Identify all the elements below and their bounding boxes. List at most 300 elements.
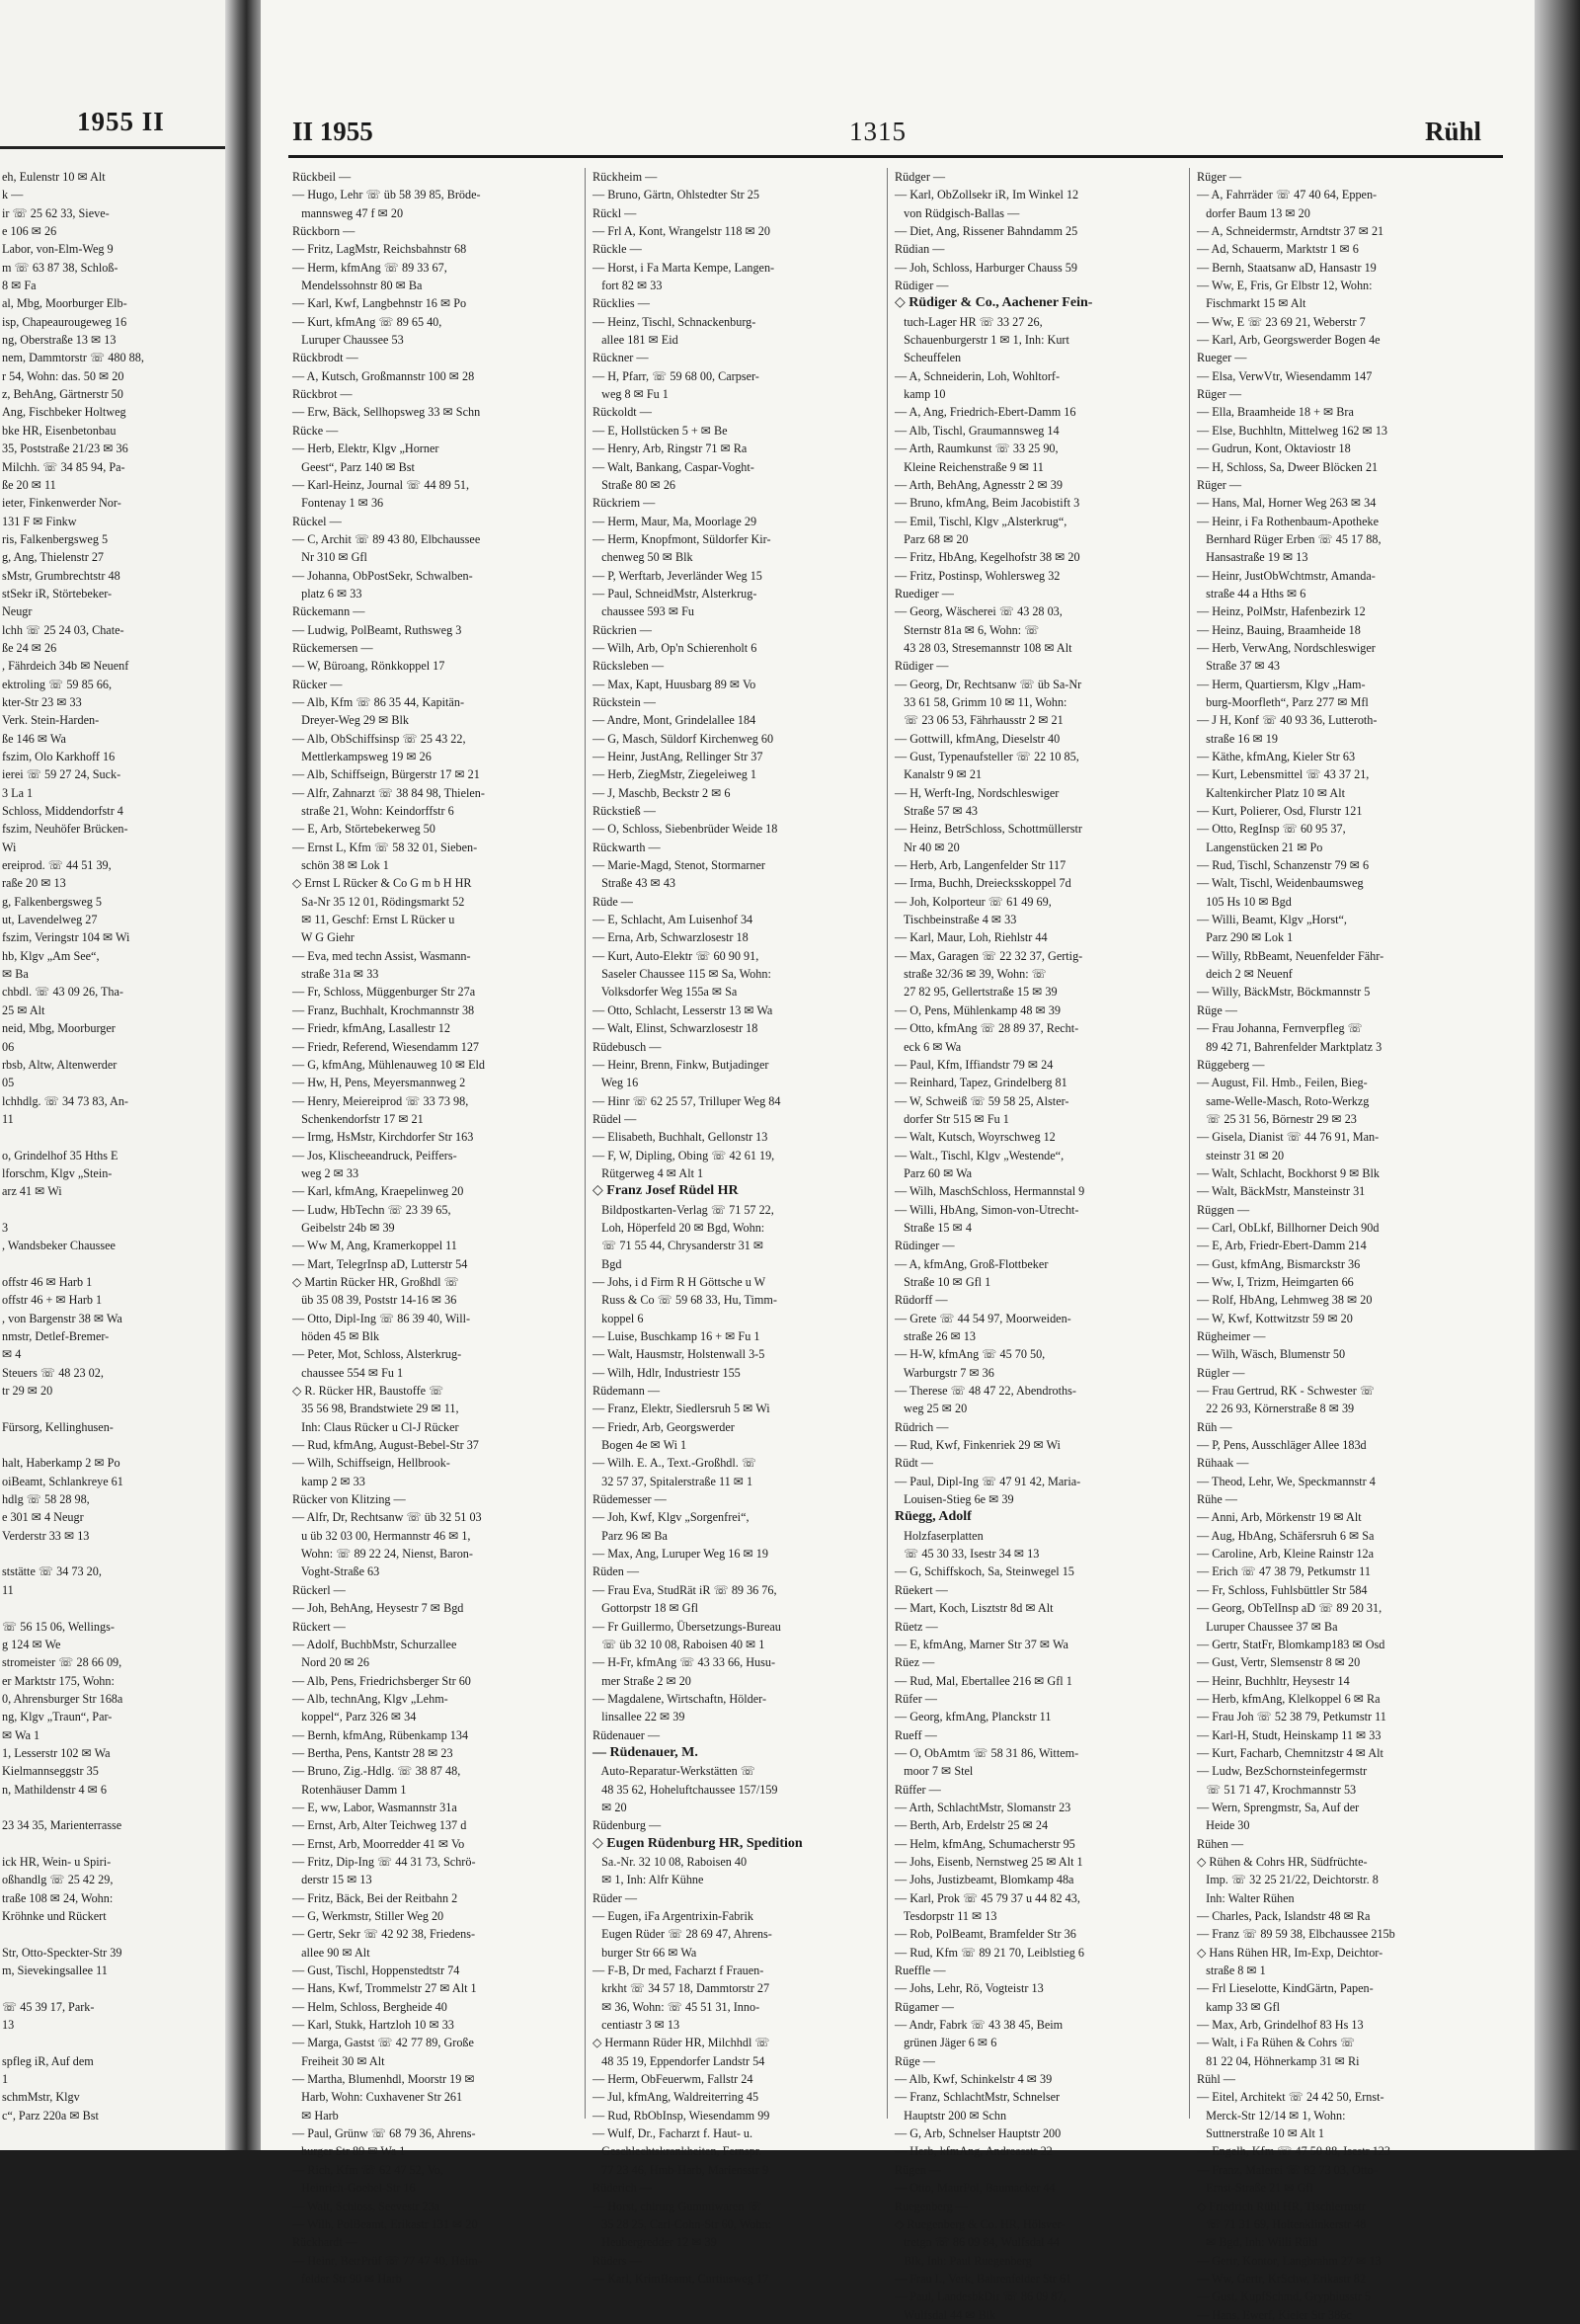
directory-entry: Geest“, Parz 140 ✉ Bst <box>292 459 415 474</box>
left-fragment-line: eh, Eulenstr 10 ✉ Alt <box>2 170 106 184</box>
directory-entry: — Joh, BehAng, Heysestr 7 ✉ Bgd <box>292 1601 464 1616</box>
directory-entry: — Hans, Kwf, Trommelstr 27 ✉ Alt 1 <box>292 1981 477 1996</box>
directory-entry: — Wilh, Schiffseign, Hellbrook- <box>292 1456 450 1471</box>
directory-entry: Rückle — <box>592 242 642 257</box>
left-fragment-line: ng, Oberstraße 13 ✉ 13 <box>2 333 117 348</box>
directory-entry: — G, Werkmstr, Stiller Weg 20 <box>292 1909 444 1923</box>
left-fragment-line: Kielmannseggstr 35 <box>2 1764 99 1779</box>
directory-entry: Geschlechtskrankheiten, Fernspr. <box>592 2144 762 2159</box>
directory-entry: üb 35 08 39, Poststr 14-16 ✉ 36 <box>292 1293 457 1308</box>
directory-entry: — Fritz, Dip-Ing ☏ 44 31 73, Schrö- <box>292 1854 476 1869</box>
left-fragment-line: ✉ Wa 1 <box>2 1727 40 1742</box>
directory-entry: — Ludw, BezSchornsteinfegermstr <box>1197 1764 1368 1779</box>
directory-entry: — Gust, Tischl, Hoppenstedtstr 74 <box>292 1963 460 1978</box>
directory-entry: 77 23 46, Hmb-Harb, Mariensstr 9 <box>592 2162 769 2177</box>
directory-entry: 35 56 98, Brandstwiete 29 ✉ 11, <box>292 1402 459 1416</box>
directory-entry: — Berth, Arb, Erdelstr 25 ✉ 24 <box>895 1818 1049 1833</box>
directory-entry: — Heinz, Tischl, Schnackenburg- <box>592 314 756 329</box>
left-fragment-line: 35, Poststraße 21/23 ✉ 36 <box>2 441 128 456</box>
directory-entry: Rüdian — <box>895 242 945 257</box>
directory-entry: Rüfer — <box>895 1691 937 1706</box>
left-fragment-line: fszim, Veringstr 104 ✉ Wi <box>2 930 130 945</box>
directory-entry: Suttnerstraße 10 ✉ Alt 1 <box>1197 2126 1325 2141</box>
left-fragment-line: hb, Klgv „Am See“, <box>2 948 100 963</box>
directory-entry: Rüez — <box>895 1655 935 1670</box>
directory-entry: ✉ 20 <box>592 1800 627 1814</box>
directory-entry: — Kurt, Lebensmittel ☏ 43 37 21, <box>1197 767 1370 782</box>
header-rule <box>288 155 1503 158</box>
directory-entry: ☏ 45 30 33, Isestr 34 ✉ 13 <box>895 1547 1040 1562</box>
directory-entry: straße 8 ✉ 1 <box>1197 1963 1266 1978</box>
directory-entry: — J H, Konf ☏ 40 93 36, Lutteroth- <box>1197 713 1378 728</box>
directory-entry: straße 44 a Hths ✉ 6 <box>1197 586 1306 601</box>
directory-entry: Parz 68 ✉ 20 <box>895 531 969 546</box>
directory-entry: Rüdel — <box>592 1111 637 1126</box>
directory-entry: ☏ 71 31 69, Holtenklinkerstr 48 <box>1197 2216 1367 2231</box>
directory-entry: 105 Hs 10 ✉ Bgd <box>1197 894 1292 909</box>
left-fragment-line: rbsb, Altw, Altenwerder <box>2 1057 118 1072</box>
directory-entry: — Karl, ObZollsekr iR, Im Winkel 12 <box>895 188 1079 202</box>
directory-entry: Rüdorff — <box>895 1293 948 1308</box>
left-fragment-line: 1 <box>2 2072 9 2087</box>
directory-entry: straße 21, Wohn: Keindorffstr 6 <box>292 804 454 819</box>
directory-entry: Ruediger — <box>895 586 954 601</box>
directory-entry: — Max, Kapt, Huusbarg 89 ✉ Vo <box>592 677 756 691</box>
directory-entry: W G Giehr <box>292 930 355 945</box>
directory-entry: — Diet, Ang, Rissener Bahndamm 25 <box>895 224 1078 239</box>
directory-entry: — F-B, Dr med, Facharzt f Frauen- <box>592 1963 764 1978</box>
directory-entry: — Herb, Arb, Langenfelder Str 117 <box>895 858 1066 873</box>
directory-entry: — Rüdenauer, M. <box>592 1744 698 1760</box>
directory-entry: — Franz, SchlachtMstr, Schnelser <box>895 2090 1061 2105</box>
left-fragment-line: al, Mbg, Moorburger Elb- <box>2 296 127 311</box>
directory-entry: Straße 43 ✉ 43 <box>592 876 676 891</box>
directory-entry: 33 61 58, Grimm 10 ✉ 11, Wohn: <box>895 694 1067 709</box>
directory-entry: — Walt, Bankang, Caspar-Voght- <box>592 459 754 474</box>
directory-entry: — Hugo, Lehr ☏ üb 58 39 85, Bröde- <box>292 188 481 202</box>
directory-entry: — Kurt, Facharb, Chemnitzstr 4 ✉ Alt <box>1197 1745 1383 1760</box>
left-fragment-line <box>2 1835 225 1853</box>
directory-entry: Rügamer — <box>895 1999 954 2014</box>
directory-entry: — Kurt, Polierer, Osd, Flurstr 121 <box>1197 804 1363 819</box>
directory-entry: — Henry, Arb, Ringstr 71 ✉ Ra <box>592 441 748 456</box>
directory-entry: — Herm, Maur, Ma, Moorlage 29 <box>592 514 757 528</box>
directory-entry: — Hinr ☏ 62 25 57, Trilluper Weg 84 <box>592 1093 781 1108</box>
directory-entry: 22 26 93, Körnerstraße 8 ✉ 39 <box>1197 1402 1355 1416</box>
left-fragment-line: 05 <box>2 1076 15 1090</box>
directory-entry: Rückhardt — <box>292 2235 358 2250</box>
directory-entry: Rüdenauer — <box>592 1727 661 1742</box>
directory-entry: — Eva, med techn Assist, Wasmann- <box>292 948 471 963</box>
directory-entry: Geibelstr 24b ✉ 39 <box>292 1220 395 1235</box>
directory-entry: — Gertr, Sekr ☏ 42 92 38, Friedens- <box>292 1927 476 1942</box>
directory-column-4 <box>1197 168 1487 2322</box>
directory-entry: — Bernh, kfmAng, Rübenkamp 134 <box>292 1727 469 1742</box>
directory-entry: fort 82 ✉ 33 <box>592 279 663 293</box>
directory-page[interactable] <box>261 0 1535 2322</box>
directory-entry: Parz 60 ✉ Wa <box>895 1165 973 1180</box>
directory-entry: ☏ 51 71 47, Krochmannstr 53 <box>1197 1782 1357 1797</box>
directory-entry: Rüggeberg — <box>1197 1057 1265 1072</box>
directory-entry: — Fr Guillermo, Übersetzungs-Bureau <box>592 1619 781 1634</box>
directory-entry: — Frl Lieselotte, KindGärtn, Papen- <box>1197 1981 1374 1996</box>
directory-entry: — Fr, Schloss, Fuhlsbüttler Str 584 <box>1197 1582 1368 1597</box>
directory-entry: — Ww, E, Fris, Gr Elbstr 12, Wohn: <box>1197 279 1373 293</box>
directory-entry: Rückemann — <box>292 604 365 619</box>
directory-entry: — Walt, Hausmstr, Holstenwall 3-5 <box>592 1347 765 1362</box>
directory-entry: — Ludwig, PolBeamt, Ruthsweg 3 <box>292 622 462 637</box>
directory-entry: — Helm, Schloss, Bergheide 40 <box>292 1999 447 2014</box>
left-fragment-line: g, Falkenbergsweg 5 <box>2 894 102 909</box>
directory-entry: — W, Büroang, Rönkkoppel 17 <box>292 659 445 674</box>
directory-entry: Rueger — <box>1197 351 1247 365</box>
left-fragment-line: isp, Chapeaurougeweg 16 <box>2 314 127 329</box>
left-fragment-line: Wi <box>2 840 17 854</box>
directory-entry: straße 26 ✉ 13 <box>895 1329 976 1343</box>
directory-entry: — E, Schlacht, Am Luisenhof 34 <box>592 913 753 927</box>
left-fragment-line: hdlg ☏ 58 28 98, <box>2 1492 90 1507</box>
directory-entry: same-Welle-Masch, Roto-Werkzg <box>1197 1093 1370 1108</box>
directory-entry: — Alb, ObSchiffsinsp ☏ 25 43 22, <box>292 731 466 746</box>
directory-entry: Rückrien — <box>592 622 652 637</box>
directory-entry: Heubergredder 12 ✉ 39 <box>592 2235 717 2250</box>
directory-column-3 <box>895 168 1185 2322</box>
directory-entry: straße 32/36 ✉ 39, Wohn: ☏ <box>895 967 1047 982</box>
directory-entry: — Jos, Klischeeandruck, Peiffers- <box>292 1148 457 1162</box>
directory-entry: — Heinr, JustAng, Rellinger Str 37 <box>592 750 763 763</box>
directory-entry: Rüge — <box>1197 1002 1237 1017</box>
directory-entry: Sa.-Nr. 32 10 08, Raboisen 40 <box>592 1854 748 1869</box>
directory-entry: — Wern, Sprengmstr, Sa, Auf der <box>1197 1800 1360 1814</box>
directory-entry: Bgd <box>592 1256 622 1271</box>
directory-entry: — Ella, Braamheide 18 + ✉ Bra <box>1197 405 1354 420</box>
directory-entry: Rüekert — <box>895 1582 948 1597</box>
directory-entry: — Franz, Elektr, Siedlersruh 5 ✉ Wi <box>592 1402 770 1416</box>
directory-entry: kamp 33 ✉ Gfl <box>1197 1999 1281 2014</box>
directory-entry: — Johanna, ObPostSekr, Schwalben- <box>292 568 473 583</box>
directory-entry: Rüder — <box>592 1890 638 1905</box>
directory-entry: — Rud, Tischl, Schanzenstr 79 ✉ 6 <box>1197 858 1370 873</box>
directory-entry: weg 2 ✉ 33 <box>292 1165 359 1180</box>
directory-entry: — Arth, Raumkunst ☏ 33 25 90, <box>895 441 1059 456</box>
directory-entry: Rücker — <box>292 677 343 691</box>
left-fragment-line: Verderstr 33 ✉ 13 <box>2 1528 90 1543</box>
directory-entry: Auto-Reparatur-Werkstätten ☏ <box>592 1764 755 1779</box>
column-divider <box>1189 168 1190 2119</box>
left-fragment-line: ✉ Ba <box>2 967 29 982</box>
directory-entry: Louisen-Stieg 6e ✉ 39 <box>895 1492 1014 1507</box>
directory-entry: — Hw, H, Pens, Meyersmannweg 2 <box>292 1076 466 1090</box>
directory-entry: — Franz, Malerei ☏ 82 73 03, Otto- <box>1197 2162 1378 2177</box>
directory-entry: Rüdinger — <box>895 1239 955 1253</box>
directory-entry: — Herb, VerwAng, Nordschleswiger <box>1197 640 1376 655</box>
directory-entry: — Mart, TelegrInsp aD, Lutterstr 54 <box>292 1256 468 1271</box>
left-fragment-line: er Marktstr 175, Wohn: <box>2 1673 115 1688</box>
left-fragment-line: Schloss, Middendorfstr 4 <box>2 804 123 819</box>
left-fragment-line: , Wandsbeker Chaussee <box>2 1239 116 1253</box>
left-fragment-line: Milchh. ☏ 34 85 94, Pa- <box>2 459 125 474</box>
directory-entry: — Eugen, iFa Argentrixin-Fabrik <box>592 1909 753 1923</box>
directory-entry: — Otto, Dipl-Ing ☏ 86 39 40, Will- <box>292 1311 471 1325</box>
directory-entry: — E, Arb, Friedr-Ebert-Damm 214 <box>1197 1239 1367 1253</box>
column-divider <box>585 168 586 2119</box>
left-fragment-line: lforschm, Klgv „Stein- <box>2 1165 113 1180</box>
directory-entry: — Karl, Kwf, Langbehnstr 16 ✉ Po <box>292 296 467 311</box>
directory-entry: — A, Schneiderin, Loh, Wohltorf- <box>895 368 1061 383</box>
directory-entry: — Erich ☏ 47 38 79, Petkumstr 11 <box>1197 1564 1371 1579</box>
directory-entry: — Willi, HbAng, Simon-von-Utrecht- <box>895 1202 1079 1217</box>
left-fragment-line: spfleg iR, Auf dem <box>2 2053 94 2068</box>
directory-entry: — Käthe, kfmAng, Kieler Str 63 <box>1197 750 1356 763</box>
directory-entry: Hansastraße 19 ✉ 13 <box>1197 550 1308 565</box>
directory-entry: — Max, Garagen ☏ 22 32 37, Gertig- <box>895 948 1083 963</box>
left-fragment-line: lchhdlg. ☏ 34 73 83, An- <box>2 1093 128 1108</box>
directory-entry: 81 22 04, Höhnerkamp 31 ✉ Ri <box>1197 2053 1360 2068</box>
directory-entry: Harb, Wohn: Cuxhavener Str 261 <box>292 2090 463 2105</box>
directory-entry: eck 6 ✉ Wa <box>895 1039 962 1054</box>
directory-entry: Rückbeil — <box>292 170 352 184</box>
left-fragment-line: k — <box>2 188 24 202</box>
directory-entry: Parz 290 ✉ Lok 1 <box>1197 930 1294 945</box>
directory-entry: Kanalstr 9 ✉ 21 <box>895 767 983 782</box>
directory-entry: Rückborn — <box>292 224 356 239</box>
directory-entry: — Arth, SchlachtMstr, Slomanstr 23 <box>895 1800 1071 1814</box>
directory-entry: linsallee 22 ✉ 39 <box>592 1710 685 1724</box>
directory-entry: Nr 40 ✉ 20 <box>895 840 960 854</box>
directory-entry: — Bernh, Staatsanw aD, Hansastr 19 <box>1197 260 1377 275</box>
directory-entry: Eugen Rüder ☏ 28 69 47, Ahrens- <box>592 1927 772 1942</box>
directory-entry: — Willi, Beamt, Klgv „Horst“, <box>1197 913 1347 927</box>
directory-entry: — Gust, kfmAng, Bismarckstr 36 <box>1197 1256 1361 1271</box>
left-fragment-line: 131 F ✉ Finkw <box>2 514 77 528</box>
directory-entry: weg 8 ✉ Fu 1 <box>592 387 669 402</box>
directory-entry: Rückemersen — <box>292 640 373 655</box>
directory-entry: Rüger — <box>1197 387 1242 402</box>
directory-entry: 27 82 95, Gellertstraße 15 ✉ 39 <box>895 985 1058 1000</box>
directory-entry: — Johs, Justizbeamt, Blomkamp 48a <box>895 1873 1074 1887</box>
directory-entry: Luruper Chaussee 53 <box>292 333 404 348</box>
directory-entry: Bildpostkarten-Verlag ☏ 71 57 22, <box>592 1202 774 1217</box>
directory-entry: deich 2 ✉ Neuenf <box>1197 967 1293 982</box>
directory-entry: Rueffle — <box>895 1963 946 1978</box>
directory-entry: Rüderich — <box>592 2181 652 2196</box>
directory-entry: Rüdiger — <box>895 659 949 674</box>
directory-entry: höden 45 ✉ Blk <box>292 1329 380 1343</box>
left-fragment-line: n, Mathildenstr 4 ✉ 6 <box>2 1782 108 1797</box>
directory-entry: — Willy, BäckMstr, Böckmannstr 5 <box>1197 985 1371 1000</box>
left-fragment-line <box>2 1545 225 1563</box>
directory-entry: Wohn: ☏ 89 22 24, Nienst, Baron- <box>292 1547 473 1562</box>
page-header <box>261 117 1535 152</box>
left-fragment-line: z, BehAng, Gärtnerstr 50 <box>2 387 123 402</box>
left-fragment-line: Ang, Fischbeker Holtweg <box>2 405 126 420</box>
directory-entry: Rüh — <box>1197 1419 1232 1434</box>
directory-entry: Imp. ☏ 32 25 21/22, Deichtorstr. 8 <box>1197 1873 1379 1887</box>
directory-entry: ◇ Rühen & Cohrs HR, Südfrüchte- <box>1197 1854 1368 1869</box>
directory-entry: Rügler — <box>1197 1365 1245 1380</box>
directory-entry: — Helm, kfmAng, Schumacherstr 95 <box>895 1836 1075 1851</box>
left-fragment-line <box>2 1400 225 1417</box>
directory-entry: 35 28 25, Carl-Cohn-Str 60, Wohn: <box>592 2216 771 2231</box>
left-fragment-line: r 54, Wohn: das. 50 ✉ 20 <box>2 368 124 383</box>
directory-entry: — Elisabeth, Buchhalt, Gellonstr 13 <box>592 1130 768 1145</box>
directory-entry: Rückbrot — <box>292 387 353 402</box>
directory-entry: — Engelh, Kfm ☏ 47 50 88, Isestr 123 <box>1197 2144 1390 2159</box>
directory-entry: Rühen — <box>1197 1836 1244 1851</box>
directory-entry: — W, Schweiß ☏ 59 58 25, Alster- <box>895 1093 1069 1108</box>
page-number: 1315 <box>849 117 907 146</box>
left-fragment-line: Verk. Stein-Harden- <box>2 713 100 728</box>
directory-entry: — Fritz, Postinsp, Wohlersweg 32 <box>895 568 1061 583</box>
directory-entry: Parz 96 ✉ Ba <box>592 1528 668 1543</box>
directory-entry: — Heinr, BetrPrüf ☏ 77 47 40, Heim- <box>292 2253 482 2268</box>
directory-entry: — Alfr, Dr, Rechtsanw ☏ üb 32 51 03 <box>292 1510 482 1525</box>
directory-entry: — Marie-Magd, Stenot, Stormarner <box>592 858 765 873</box>
directory-entry: Rüegg, Adolf <box>895 1509 972 1525</box>
directory-entry: — Fritz, HbAng, Kegelhofstr 38 ✉ 20 <box>895 550 1080 565</box>
directory-entry: — Heinz, BetrSchloss, Schottmüllerstr <box>895 822 1082 837</box>
directory-entry: Rücker von Klitzing — <box>292 1492 406 1507</box>
directory-entry: ☏ 71 55 44, Chrysanderstr 31 ✉ <box>592 1239 764 1253</box>
directory-entry: Rüde — <box>592 894 633 909</box>
directory-entry: — Bertha, Pens, Kantstr 28 ✉ 23 <box>292 1745 453 1760</box>
left-fragment-line: ße 20 ✉ 11 <box>2 477 56 492</box>
directory-entry: — P, Pens, Ausschläger Allee 183d <box>1197 1438 1367 1453</box>
left-fragment-line: 06 <box>2 1039 15 1054</box>
directory-entry: Straße 80 ✉ 26 <box>592 477 676 492</box>
directory-entry: Rüdebusch — <box>592 1039 662 1054</box>
left-fragment-line: , Fährdeich 34b ✉ Neuenf <box>2 659 129 674</box>
left-fragment-line: g, Ang, Thielenstr 27 <box>2 550 105 565</box>
directory-entry: Schenkendorfstr 17 ✉ 21 <box>292 1111 424 1126</box>
directory-entry: — Walt, Elinst, Schwarzlosestr 18 <box>592 1021 758 1036</box>
directory-entry: Luruper Chaussee 37 ✉ Ba <box>1197 1619 1338 1634</box>
directory-entry: — Ww, Gertr, KrSchw, Erikastr 82 <box>1197 2271 1366 2285</box>
directory-entry: — Alb, Pens, Friedrichsberger Str 60 <box>292 1673 471 1688</box>
directory-entry: — C, Archit ☏ 89 43 80, Elbchaussee <box>292 531 481 546</box>
directory-entry: Heide 30 <box>1197 1818 1250 1833</box>
left-fragment-line: stSekr iR, Störtebeker- <box>2 586 113 601</box>
directory-entry: — Alb, Kwf, Schinkelstr 4 ✉ 39 <box>895 2072 1053 2087</box>
left-fragment-line <box>2 1979 225 1997</box>
directory-entry: — H-Fr, kfmAng ☏ 43 33 66, Husu- <box>592 1655 776 1670</box>
directory-entry: Rücksleben — <box>592 659 665 674</box>
directory-entry: — Joh, Schloss, Harburger Chauss 59 <box>895 260 1077 275</box>
directory-entry: — Karl, kfmAng, Kraepelinweg 20 <box>292 1184 464 1199</box>
directory-entry: Inh: Walter Rühen <box>1197 1890 1295 1905</box>
directory-entry: — Bruno, Zig.-Hdlg. ☏ 38 87 48, <box>292 1764 461 1779</box>
left-fragment-line: fszim, Neuhöfer Brücken- <box>2 822 128 837</box>
directory-entry: — Adolf, BuchbMstr, Schurzallee <box>292 1637 457 1651</box>
directory-entry: — Johs, Eisenb, Nernstweg 25 ✉ Alt 1 <box>895 1854 1083 1869</box>
left-fragment-line: offstr 46 + ✉ Harb 1 <box>2 1293 103 1308</box>
directory-entry: — O, Pens, Mühlenkamp 48 ✉ 39 <box>895 1002 1061 1017</box>
left-fragment-line: ick HR, Wein- u Spiri- <box>2 1854 112 1869</box>
directory-entry: — Otto, kfmAng ☏ 28 89 37, Recht- <box>895 1021 1079 1036</box>
directory-entry: — Herb, ZiegMstr, Ziegeleiweg 1 <box>592 767 757 782</box>
directory-entry: Nr 310 ✉ Gfl <box>292 550 367 565</box>
directory-entry: ◇ Eugen Rüdenburg HR, Spedition <box>592 1835 803 1851</box>
directory-entry: — A, kfmAng, Groß-Flottbeker <box>895 1256 1049 1271</box>
directory-entry: koppel 6 <box>592 1311 644 1325</box>
directory-entry: Rüdiger — <box>895 279 949 293</box>
directory-entry: Rückner — <box>592 351 649 365</box>
directory-entry: — Caroline, Arb, Kleine Rainstr 12a <box>1197 1547 1375 1562</box>
directory-entry: — Gust, Typenaufsteller ☏ 22 10 85, <box>895 750 1079 763</box>
directory-entry: Rückstein — <box>592 694 656 709</box>
directory-entry: — Eitel, Architekt ☏ 24 42 50, Ernst- <box>1197 2090 1384 2105</box>
left-fragment-line: o, Grindelhof 35 Hths E <box>2 1148 118 1162</box>
directory-entry: koppel“, Parz 326 ✉ 34 <box>292 1710 417 1724</box>
directory-entry: ◇ Hermann Rüder HR, Milchhdl ☏ <box>592 2036 770 2050</box>
directory-entry: allee 181 ✉ Eid <box>592 333 678 348</box>
directory-entry: — Franz ☏ 89 59 38, Elbchaussee 215b <box>1197 1927 1395 1942</box>
left-fragment-line: fszim, Olo Karkhoff 16 <box>2 750 116 763</box>
directory-entry: Tischbeinstraße 4 ✉ 33 <box>895 913 1017 927</box>
page-edge <box>1535 0 1580 2150</box>
directory-entry: — H, Werft-Ing, Nordschleswiger <box>895 785 1060 800</box>
directory-entry: Fontenay 1 ✉ 36 <box>292 496 384 511</box>
directory-entry: — Georg, Dr, Rechtsanw ☏ üb Sa-Nr <box>895 677 1082 691</box>
directory-entry: — Wilh. E. A., Text.-Großhdl. ☏ <box>592 1456 757 1471</box>
directory-entry: Rueff — <box>895 1727 937 1742</box>
directory-entry: chaussee 554 ✉ Fu 1 <box>292 1365 404 1380</box>
left-fragment-line: arz 41 ✉ Wi <box>2 1184 62 1199</box>
directory-entry: Rüffer — <box>895 1782 941 1797</box>
directory-entry: — Karl, KrimBeamt, Curtiusweg 17 <box>592 2271 769 2285</box>
directory-entry: — H, Pfarr, ☏ 59 68 00, Carpser- <box>592 368 759 383</box>
directory-entry: — Grete ☏ 44 54 97, Moorweiden- <box>895 1311 1071 1325</box>
left-fragment-line <box>2 1201 225 1219</box>
left-page-header: 1955 II <box>77 107 165 136</box>
directory-entry: Rückriem — <box>592 496 656 511</box>
left-fragment-line: 3 La 1 <box>2 785 34 800</box>
directory-entry: — Ad, Schauerm, Marktstr 1 ✉ 6 <box>1197 242 1359 257</box>
left-fragment-line: 23 34 35, Marienterrasse <box>2 1818 122 1833</box>
directory-entry: — Wilh, Wäsch, Blumenstr 50 <box>1197 1347 1346 1362</box>
left-fragment-line: ieter, Finkenwerder Nor- <box>2 496 121 511</box>
directory-entry: — Karl, Prok ☏ 45 79 37 u 44 82 43, <box>895 1890 1080 1905</box>
left-fragment-line <box>2 1255 225 1273</box>
directory-entry: — Gertr, StatFr, Blomkamp183 ✉ Osd <box>1197 1637 1385 1651</box>
left-page-fragments <box>2 168 225 2124</box>
directory-entry: Straße 10 ✉ Gfl 1 <box>895 1274 991 1289</box>
directory-entry: — Else, Buchhltn, Mittelweg 162 ✉ 13 <box>1197 423 1388 438</box>
directory-entry: — Irma, Buchh, Dreiecksskoppel 7d <box>895 876 1071 891</box>
left-fragment-line: 0, Ahrensburger Str 168a <box>2 1691 123 1706</box>
directory-entry: — F, W, Dipling, Obing ☏ 42 61 19, <box>592 1148 775 1162</box>
directory-entry: — Heinr, Buchhltr, Heysestr 14 <box>1197 1673 1350 1688</box>
directory-entry: — Gertr, Kontor, Langbrahm 27 ✉ 13 <box>1197 2253 1382 2268</box>
directory-entry: Tesdorpstr 11 ✉ 13 <box>895 1909 997 1923</box>
directory-entry: — Herb, kfmAng, Andreasstr 22 <box>895 2144 1053 2159</box>
directory-entry: — Magdalene, Wirtschaftn, Hölder- <box>592 1691 767 1706</box>
directory-entry: Ruegenberg — <box>895 2199 968 2213</box>
directory-entry: — Emil, Tischl, Klgv „Alsterkrug“, <box>895 514 1067 528</box>
left-fragment-line: ße 146 ✉ Wa <box>2 731 66 746</box>
directory-entry: platz 6 ✉ 33 <box>292 586 362 601</box>
directory-entry: — Reinhard, Tapez, Grindelberg 81 <box>895 1076 1067 1090</box>
directory-entry: — Erna, Arb, Schwarzlosestr 18 <box>592 930 749 945</box>
directory-entry: — Walt, Tischl, Weidenbaumsweg <box>1197 876 1364 891</box>
directory-entry: ◇ Franz Josef Rüdel HR <box>592 1183 739 1199</box>
directory-entry: — Rud, kfmAng, August-Bebel-Str 37 <box>292 1438 479 1453</box>
left-fragment-line: ir ☏ 25 62 33, Sieve- <box>2 205 110 220</box>
directory-entry: Loh, Höperfeld 20 ✉ Bgd, Wohn: <box>592 1220 765 1235</box>
directory-entry: von Rüdgisch-Ballas — <box>895 205 1020 220</box>
directory-entry: — Paul, LandesbkDir ☏ 86 09 87, <box>895 2289 1066 2304</box>
directory-entry: — E, Arb, Störtebekerweg 50 <box>292 822 435 837</box>
